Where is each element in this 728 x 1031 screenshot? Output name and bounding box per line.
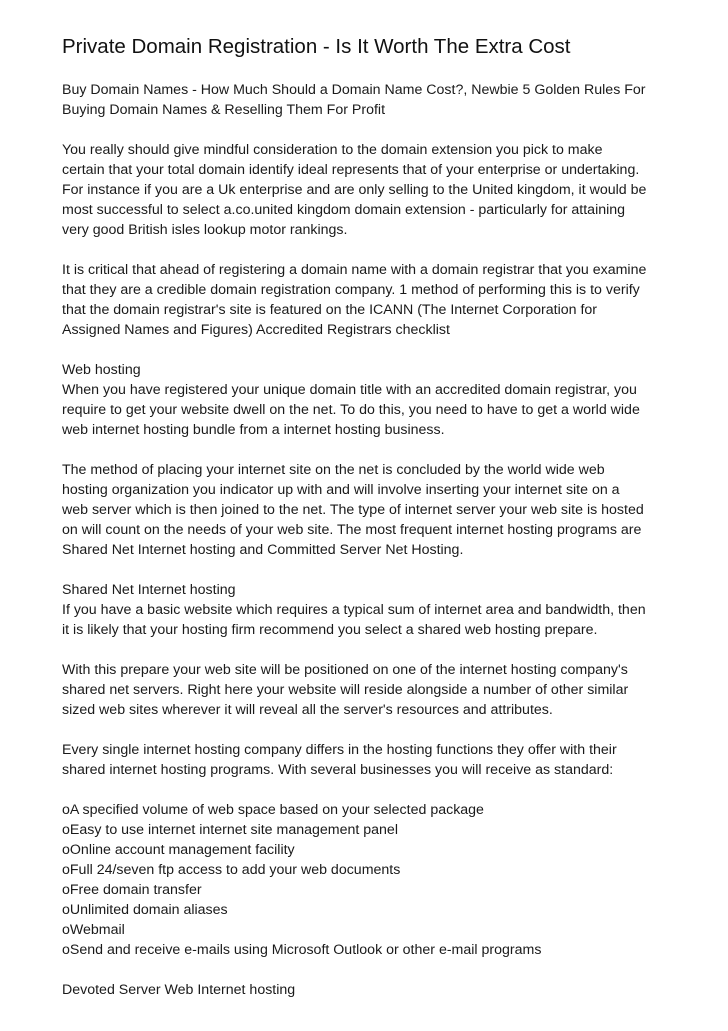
- list-item: oFull 24/seven ftp access to add your web documents: [62, 862, 401, 878]
- paragraph-line: that the domain registrar's site is featured on the ICANN (The Internet Corporation for: [62, 302, 597, 318]
- paragraph-line: certain that your total domain identify ideal represents that of your enterprise or undertaking.: [62, 162, 640, 178]
- section-heading: Web hosting: [62, 362, 141, 378]
- list-item: oOnline account management facility: [62, 842, 295, 858]
- list-item: oWebmail: [62, 922, 125, 938]
- section-heading: Shared Net Internet hosting: [62, 582, 236, 598]
- paragraph-hosting-method: [62, 460, 674, 560]
- paragraph-line: When you have registered your unique domain title with an accredited domain registrar, you: [62, 382, 637, 398]
- list-item: oA specified volume of web space based on your selected package: [62, 802, 484, 818]
- paragraph-line: that they are a credible domain registration company. 1 method of performing this is to verify: [62, 282, 640, 298]
- paragraph-line: Assigned Names and Figures) Accredited Registrars checklist: [62, 322, 450, 338]
- paragraph-line: If you have a basic website which requires a typical sum of internet area and bandwidth, then: [62, 602, 646, 618]
- related-articles-line: Buying Domain Names & Reselling Them For Profit: [62, 102, 386, 118]
- related-articles: [62, 80, 674, 120]
- paragraph-line: The method of placing your internet site on the net is concluded by the world wide web: [62, 462, 605, 478]
- paragraph-line: For instance if you are a Uk enterprise and are only selling to the United kingdom, it would be: [62, 182, 647, 198]
- feature-list: [62, 800, 674, 960]
- paragraph-registrar: [62, 260, 674, 340]
- paragraph-line: most successful to select a.co.united kingdom domain extension - particularly for attaining: [62, 202, 626, 218]
- list-item: oSend and receive e-mails using Microsoft Outlook or other e-mail programs: [62, 942, 542, 958]
- related-articles-line: Buy Domain Names - How Much Should a Domain Name Cost?, Newbie 5 Golden Rules For: [62, 82, 646, 98]
- paragraph-every-company: [62, 740, 674, 780]
- paragraph-line: on will count on the needs of your web site. The most frequent internet hosting programs are: [62, 522, 642, 538]
- paragraph-line: Shared Net Internet hosting and Committed Server Net Hosting.: [62, 542, 464, 558]
- paragraph-line: it is likely that your hosting firm recommend you select a shared web hosting prepare.: [62, 622, 598, 638]
- paragraph-line: very good British isles lookup motor rankings.: [62, 222, 348, 238]
- document-page: [62, 34, 674, 1000]
- list-item: oFree domain transfer: [62, 882, 202, 898]
- paragraph-positioned: [62, 660, 674, 720]
- paragraph-line: shared internet hosting programs. With several businesses you will receive as standard:: [62, 762, 614, 778]
- paragraph-line: web server which is then joined to the net. The type of internet server your web site is hosted: [62, 502, 644, 518]
- paragraph-shared-hosting: [62, 580, 674, 640]
- paragraph-line: With this prepare your web site will be positioned on one of the internet hosting company's: [62, 662, 628, 678]
- paragraph-web-hosting: [62, 360, 674, 440]
- page-title: Private Domain Registration - Is It Worth The Extra Cost: [62, 35, 571, 58]
- paragraph-line: You really should give mindful consideration to the domain extension you pick to make: [62, 142, 603, 158]
- section-heading-devoted-server: Devoted Server Web Internet hosting: [62, 982, 296, 998]
- paragraph-line: Every single internet hosting company differs in the hosting functions they offer with their: [62, 742, 617, 758]
- paragraph-line: require to get your website dwell on the net. To do this, you need to have to get a world wide: [62, 402, 640, 418]
- paragraph-domain-extension: [62, 140, 674, 240]
- paragraph-line: web internet hosting bundle from a internet hosting business.: [62, 422, 445, 438]
- list-item: oUnlimited domain aliases: [62, 902, 228, 918]
- paragraph-line: sized web sites wherever it will reveal all the server's resources and attributes.: [62, 702, 553, 718]
- list-item: oEasy to use internet internet site management panel: [62, 822, 398, 838]
- paragraph-line: shared net servers. Right here your website will reside alongside a number of other similar: [62, 682, 629, 698]
- paragraph-line: hosting organization you indicator up with and will involve inserting your internet site on a: [62, 482, 620, 498]
- paragraph-line: It is critical that ahead of registering a domain name with a domain registrar that you examine: [62, 262, 647, 278]
